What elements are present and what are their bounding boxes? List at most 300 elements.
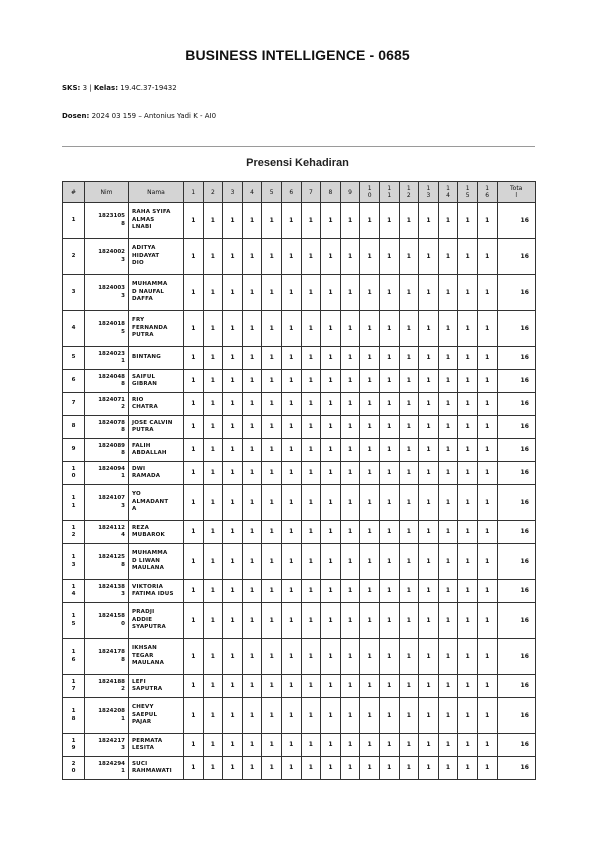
attendance-mark: 1: [379, 603, 399, 639]
attendance-mark: 1: [321, 757, 341, 780]
table-row: [63, 439, 536, 462]
attendance-mark: 1: [438, 675, 458, 698]
attendance-mark: 1: [321, 203, 341, 239]
attendance-mark: 1: [301, 580, 321, 603]
attendance-mark: 1: [223, 416, 243, 439]
attendance-mark: 1: [223, 485, 243, 521]
lecturer-info-line: Dosen: 2024 03 159 – Antonius Yadi K - AI0: [62, 112, 217, 120]
row-number: 8: [63, 416, 85, 439]
header-meeting-10: 1 0: [360, 182, 380, 203]
attendance-mark: 1: [419, 239, 439, 275]
attendance-mark: 1: [379, 734, 399, 757]
attendance-mark: 1: [399, 347, 419, 370]
attendance-mark: 1: [379, 639, 399, 675]
attendance-mark: 1: [399, 734, 419, 757]
row-number: 1 3: [63, 544, 85, 580]
student-name: RAHA SYIFA ALMAS LNABI: [129, 203, 184, 239]
attendance-mark: 1: [438, 370, 458, 393]
attendance-mark: 1: [262, 698, 282, 734]
attendance-mark: 1: [223, 675, 243, 698]
attendance-mark: 1: [340, 370, 360, 393]
attendance-mark: 1: [438, 416, 458, 439]
attendance-mark: 1: [262, 347, 282, 370]
attendance-mark: 1: [321, 462, 341, 485]
table-row: [63, 544, 536, 580]
attendance-mark: 1: [223, 311, 243, 347]
attendance-total: 16: [497, 734, 535, 757]
header-meeting-9: 9: [340, 182, 360, 203]
attendance-mark: 1: [458, 393, 478, 416]
header-meeting-5: 5: [262, 182, 282, 203]
attendance-mark: 1: [438, 580, 458, 603]
attendance-mark: 1: [223, 757, 243, 780]
attendance-mark: 1: [399, 639, 419, 675]
attendance-mark: 1: [223, 347, 243, 370]
attendance-mark: 1: [379, 439, 399, 462]
attendance-mark: 1: [399, 439, 419, 462]
attendance-total: 16: [497, 275, 535, 311]
attendance-mark: 1: [419, 603, 439, 639]
attendance-mark: 1: [438, 734, 458, 757]
attendance-mark: 1: [477, 544, 497, 580]
attendance-mark: 1: [477, 439, 497, 462]
attendance-mark: 1: [340, 734, 360, 757]
attendance-mark: 1: [242, 698, 262, 734]
student-name: IKHSAN TEGAR MAULANA: [129, 639, 184, 675]
student-name: JOSE CALVIN PUTRA: [129, 416, 184, 439]
attendance-mark: 1: [419, 639, 439, 675]
attendance-mark: 1: [399, 698, 419, 734]
attendance-mark: 1: [458, 311, 478, 347]
attendance-mark: 1: [281, 603, 301, 639]
attendance-mark: 1: [438, 239, 458, 275]
student-nim: 1824217 3: [85, 734, 129, 757]
attendance-mark: 1: [321, 347, 341, 370]
attendance-mark: 1: [360, 639, 380, 675]
row-number: 1 9: [63, 734, 85, 757]
attendance-mark: 1: [184, 757, 204, 780]
attendance-mark: 1: [281, 203, 301, 239]
student-name: MUHAMMA D NAUFAL DAFFA: [129, 275, 184, 311]
row-number: 1 1: [63, 485, 85, 521]
attendance-total: 16: [497, 239, 535, 275]
attendance-mark: 1: [477, 521, 497, 544]
student-nim: 1824089 8: [85, 439, 129, 462]
attendance-mark: 1: [242, 239, 262, 275]
attendance-mark: 1: [301, 311, 321, 347]
attendance-mark: 1: [203, 275, 223, 311]
attendance-mark: 1: [301, 485, 321, 521]
attendance-mark: 1: [399, 416, 419, 439]
kelas-label: Kelas: [93, 84, 116, 92]
attendance-mark: 1: [360, 462, 380, 485]
attendance-mark: 1: [458, 485, 478, 521]
attendance-mark: 1: [477, 675, 497, 698]
attendance-mark: 1: [477, 639, 497, 675]
attendance-mark: 1: [458, 239, 478, 275]
attendance-mark: 1: [184, 393, 204, 416]
attendance-mark: 1: [262, 239, 282, 275]
attendance-mark: 1: [360, 439, 380, 462]
attendance-mark: 1: [301, 275, 321, 311]
attendance-mark: 1: [281, 239, 301, 275]
attendance-mark: 1: [340, 603, 360, 639]
student-nim: 1824078 8: [85, 416, 129, 439]
attendance-mark: 1: [360, 521, 380, 544]
attendance-total: 16: [497, 485, 535, 521]
attendance-mark: 1: [262, 393, 282, 416]
student-nim: 1824112 4: [85, 521, 129, 544]
header-meeting-1: 1: [184, 182, 204, 203]
attendance-mark: 1: [419, 203, 439, 239]
attendance-mark: 1: [242, 757, 262, 780]
attendance-mark: 1: [301, 462, 321, 485]
attendance-mark: 1: [321, 544, 341, 580]
attendance-mark: 1: [281, 639, 301, 675]
attendance-mark: 1: [438, 393, 458, 416]
student-name: REZA MUBAROK: [129, 521, 184, 544]
attendance-mark: 1: [281, 416, 301, 439]
attendance-mark: 1: [321, 603, 341, 639]
attendance-mark: 1: [360, 734, 380, 757]
attendance-mark: 1: [360, 544, 380, 580]
attendance-mark: 1: [262, 485, 282, 521]
attendance-mark: 1: [242, 462, 262, 485]
attendance-mark: 1: [301, 393, 321, 416]
attendance-mark: 1: [281, 485, 301, 521]
attendance-mark: 1: [184, 675, 204, 698]
table-row: [63, 734, 536, 757]
attendance-mark: 1: [301, 521, 321, 544]
attendance-mark: 1: [419, 416, 439, 439]
attendance-mark: 1: [281, 275, 301, 311]
attendance-mark: 1: [184, 698, 204, 734]
attendance-mark: 1: [458, 698, 478, 734]
table-row: [63, 698, 536, 734]
table-body: [63, 203, 536, 780]
section-title: Presensi Kehadiran: [246, 157, 349, 169]
attendance-mark: 1: [399, 462, 419, 485]
attendance-mark: 1: [438, 203, 458, 239]
attendance-mark: 1: [438, 439, 458, 462]
attendance-mark: 1: [399, 311, 419, 347]
attendance-mark: 1: [203, 675, 223, 698]
attendance-mark: 1: [184, 370, 204, 393]
attendance-mark: 1: [419, 580, 439, 603]
header-meeting-15: 1 5: [458, 182, 478, 203]
attendance-mark: 1: [223, 393, 243, 416]
row-number: 9: [63, 439, 85, 462]
attendance-mark: 1: [477, 580, 497, 603]
attendance-mark: 1: [301, 639, 321, 675]
attendance-mark: 1: [203, 698, 223, 734]
attendance-mark: 1: [477, 239, 497, 275]
attendance-mark: 1: [458, 757, 478, 780]
attendance-mark: 1: [419, 485, 439, 521]
attendance-mark: 1: [301, 675, 321, 698]
attendance-mark: 1: [262, 311, 282, 347]
attendance-mark: 1: [242, 675, 262, 698]
attendance-mark: 1: [321, 311, 341, 347]
attendance-mark: 1: [360, 698, 380, 734]
attendance-mark: 1: [281, 393, 301, 416]
attendance-mark: 1: [477, 370, 497, 393]
attendance-mark: 1: [458, 203, 478, 239]
attendance-mark: 1: [379, 203, 399, 239]
attendance-total: 16: [497, 580, 535, 603]
row-number: 2 0: [63, 757, 85, 780]
attendance-mark: 1: [223, 439, 243, 462]
attendance-mark: 1: [340, 462, 360, 485]
attendance-mark: 1: [438, 462, 458, 485]
attendance-mark: 1: [399, 485, 419, 521]
student-nim: 1824071 2: [85, 393, 129, 416]
kelas-value: 19.4C.37-19432: [120, 84, 177, 92]
attendance-mark: 1: [360, 203, 380, 239]
attendance-mark: 1: [438, 311, 458, 347]
attendance-mark: 1: [379, 393, 399, 416]
student-name: VIKTORIA FATIMA IDUS: [129, 580, 184, 603]
attendance-total: 16: [497, 521, 535, 544]
attendance-mark: 1: [340, 347, 360, 370]
attendance-mark: 1: [399, 203, 419, 239]
student-name: SAIFUL GIBRAN: [129, 370, 184, 393]
student-name: PRADJI ADDIE SYAPUTRA: [129, 603, 184, 639]
attendance-mark: 1: [223, 521, 243, 544]
attendance-mark: 1: [419, 675, 439, 698]
attendance-mark: 1: [340, 203, 360, 239]
attendance-mark: 1: [340, 485, 360, 521]
attendance-mark: 1: [281, 734, 301, 757]
header-nim: Nim: [85, 182, 129, 203]
student-name: FRY FERNANDA PUTRA: [129, 311, 184, 347]
attendance-mark: 1: [242, 485, 262, 521]
attendance-mark: 1: [477, 485, 497, 521]
header-name: Nama: [129, 182, 184, 203]
attendance-mark: 1: [223, 603, 243, 639]
attendance-mark: 1: [184, 639, 204, 675]
student-name: CHEVY SAEPUL PAJAR: [129, 698, 184, 734]
attendance-mark: 1: [184, 462, 204, 485]
table-row: [63, 275, 536, 311]
attendance-mark: 1: [223, 275, 243, 311]
attendance-mark: 1: [321, 639, 341, 675]
row-number: 1 2: [63, 521, 85, 544]
header-meeting-3: 3: [223, 182, 243, 203]
attendance-mark: 1: [399, 521, 419, 544]
attendance-total: 16: [497, 462, 535, 485]
attendance-mark: 1: [281, 757, 301, 780]
header-meeting-14: 1 4: [438, 182, 458, 203]
attendance-mark: 1: [242, 544, 262, 580]
attendance-mark: 1: [379, 239, 399, 275]
attendance-total: 16: [497, 757, 535, 780]
student-nim: 1824018 5: [85, 311, 129, 347]
attendance-mark: 1: [458, 603, 478, 639]
row-number: 6: [63, 370, 85, 393]
attendance-mark: 1: [477, 734, 497, 757]
row-number: 5: [63, 347, 85, 370]
attendance-mark: 1: [184, 521, 204, 544]
attendance-mark: 1: [458, 675, 478, 698]
attendance-mark: 1: [203, 370, 223, 393]
attendance-mark: 1: [419, 275, 439, 311]
attendance-mark: 1: [203, 462, 223, 485]
attendance-mark: 1: [321, 675, 341, 698]
attendance-mark: 1: [242, 580, 262, 603]
attendance-mark: 1: [340, 521, 360, 544]
attendance-mark: 1: [477, 275, 497, 311]
table-row: [63, 347, 536, 370]
attendance-mark: 1: [184, 485, 204, 521]
attendance-mark: 1: [223, 698, 243, 734]
attendance-mark: 1: [242, 393, 262, 416]
attendance-mark: 1: [340, 393, 360, 416]
student-name: FALIH ABDALLAH: [129, 439, 184, 462]
student-name: BINTANG: [129, 347, 184, 370]
attendance-mark: 1: [262, 603, 282, 639]
student-name: SUCI RAHMAWATI: [129, 757, 184, 780]
table-row: [63, 675, 536, 698]
attendance-mark: 1: [262, 275, 282, 311]
attendance-mark: 1: [419, 370, 439, 393]
attendance-mark: 1: [379, 311, 399, 347]
attendance-mark: 1: [360, 275, 380, 311]
attendance-mark: 1: [321, 239, 341, 275]
attendance-mark: 1: [399, 239, 419, 275]
attendance-total: 16: [497, 544, 535, 580]
attendance-mark: 1: [321, 393, 341, 416]
row-number: 1 7: [63, 675, 85, 698]
header-meeting-7: 7: [301, 182, 321, 203]
attendance-mark: 1: [301, 347, 321, 370]
attendance-mark: 1: [379, 675, 399, 698]
student-nim: 1824294 1: [85, 757, 129, 780]
attendance-mark: 1: [477, 311, 497, 347]
attendance-mark: 1: [223, 203, 243, 239]
attendance-mark: 1: [458, 580, 478, 603]
attendance-mark: 1: [438, 275, 458, 311]
attendance-mark: 1: [399, 370, 419, 393]
attendance-mark: 1: [321, 580, 341, 603]
attendance-mark: 1: [379, 347, 399, 370]
attendance-mark: 1: [340, 698, 360, 734]
attendance-mark: 1: [242, 639, 262, 675]
attendance-total: 16: [497, 698, 535, 734]
row-number: 2: [63, 239, 85, 275]
attendance-mark: 1: [458, 639, 478, 675]
attendance-table: [62, 181, 536, 780]
attendance-mark: 1: [360, 347, 380, 370]
attendance-mark: 1: [301, 416, 321, 439]
attendance-mark: 1: [419, 439, 439, 462]
attendance-mark: 1: [242, 347, 262, 370]
attendance-mark: 1: [419, 734, 439, 757]
row-number: 1 4: [63, 580, 85, 603]
header-meeting-16: 1 6: [477, 182, 497, 203]
attendance-total: 16: [497, 370, 535, 393]
attendance-mark: 1: [223, 370, 243, 393]
attendance-mark: 1: [458, 370, 478, 393]
attendance-mark: 1: [399, 675, 419, 698]
attendance-total: 16: [497, 439, 535, 462]
attendance-mark: 1: [184, 439, 204, 462]
student-name: PERMATA LESITA: [129, 734, 184, 757]
attendance-mark: 1: [438, 698, 458, 734]
attendance-mark: 1: [438, 521, 458, 544]
attendance-mark: 1: [184, 416, 204, 439]
attendance-mark: 1: [438, 639, 458, 675]
attendance-mark: 1: [281, 370, 301, 393]
attendance-mark: 1: [360, 603, 380, 639]
attendance-mark: 1: [281, 580, 301, 603]
attendance-mark: 1: [477, 347, 497, 370]
student-name: ADITYA HIDAYAT DIO: [129, 239, 184, 275]
attendance-mark: 1: [379, 757, 399, 780]
header-meeting-11: 1 1: [379, 182, 399, 203]
table-row: [63, 580, 536, 603]
attendance-mark: 1: [203, 580, 223, 603]
sks-label: SKS: [62, 84, 78, 92]
sks-value: 3: [82, 84, 88, 92]
attendance-mark: 1: [184, 203, 204, 239]
attendance-mark: 1: [262, 734, 282, 757]
attendance-mark: 1: [360, 757, 380, 780]
attendance-mark: 1: [242, 416, 262, 439]
attendance-mark: 1: [360, 311, 380, 347]
attendance-mark: 1: [340, 675, 360, 698]
attendance-mark: 1: [340, 311, 360, 347]
attendance-mark: 1: [203, 203, 223, 239]
attendance-mark: 1: [301, 203, 321, 239]
attendance-mark: 1: [458, 275, 478, 311]
attendance-mark: 1: [321, 485, 341, 521]
attendance-mark: 1: [223, 734, 243, 757]
student-name: RIO CHATRA: [129, 393, 184, 416]
attendance-mark: 1: [340, 580, 360, 603]
attendance-mark: 1: [477, 603, 497, 639]
attendance-mark: 1: [301, 239, 321, 275]
attendance-mark: 1: [223, 639, 243, 675]
attendance-mark: 1: [203, 416, 223, 439]
student-name: MUHAMMA D LIWAN MAULANA: [129, 544, 184, 580]
table-header-row: [63, 182, 536, 203]
student-nim: 1824107 3: [85, 485, 129, 521]
attendance-mark: 1: [203, 544, 223, 580]
attendance-mark: 1: [321, 416, 341, 439]
attendance-mark: 1: [281, 311, 301, 347]
table-row: [63, 239, 536, 275]
attendance-mark: 1: [419, 757, 439, 780]
table-row: [63, 639, 536, 675]
divider: [62, 146, 535, 147]
attendance-mark: 1: [203, 239, 223, 275]
attendance-mark: 1: [184, 275, 204, 311]
attendance-mark: 1: [438, 485, 458, 521]
attendance-mark: 1: [399, 603, 419, 639]
table-row: [63, 462, 536, 485]
student-nim: 1824158 0: [85, 603, 129, 639]
attendance-mark: 1: [399, 393, 419, 416]
attendance-total: 16: [497, 203, 535, 239]
student-nim: 1824094 1: [85, 462, 129, 485]
attendance-mark: 1: [477, 757, 497, 780]
attendance-mark: 1: [301, 757, 321, 780]
attendance-total: 16: [497, 311, 535, 347]
attendance-mark: 1: [262, 544, 282, 580]
attendance-mark: 1: [203, 311, 223, 347]
student-name: LEFI SAPUTRA: [129, 675, 184, 698]
